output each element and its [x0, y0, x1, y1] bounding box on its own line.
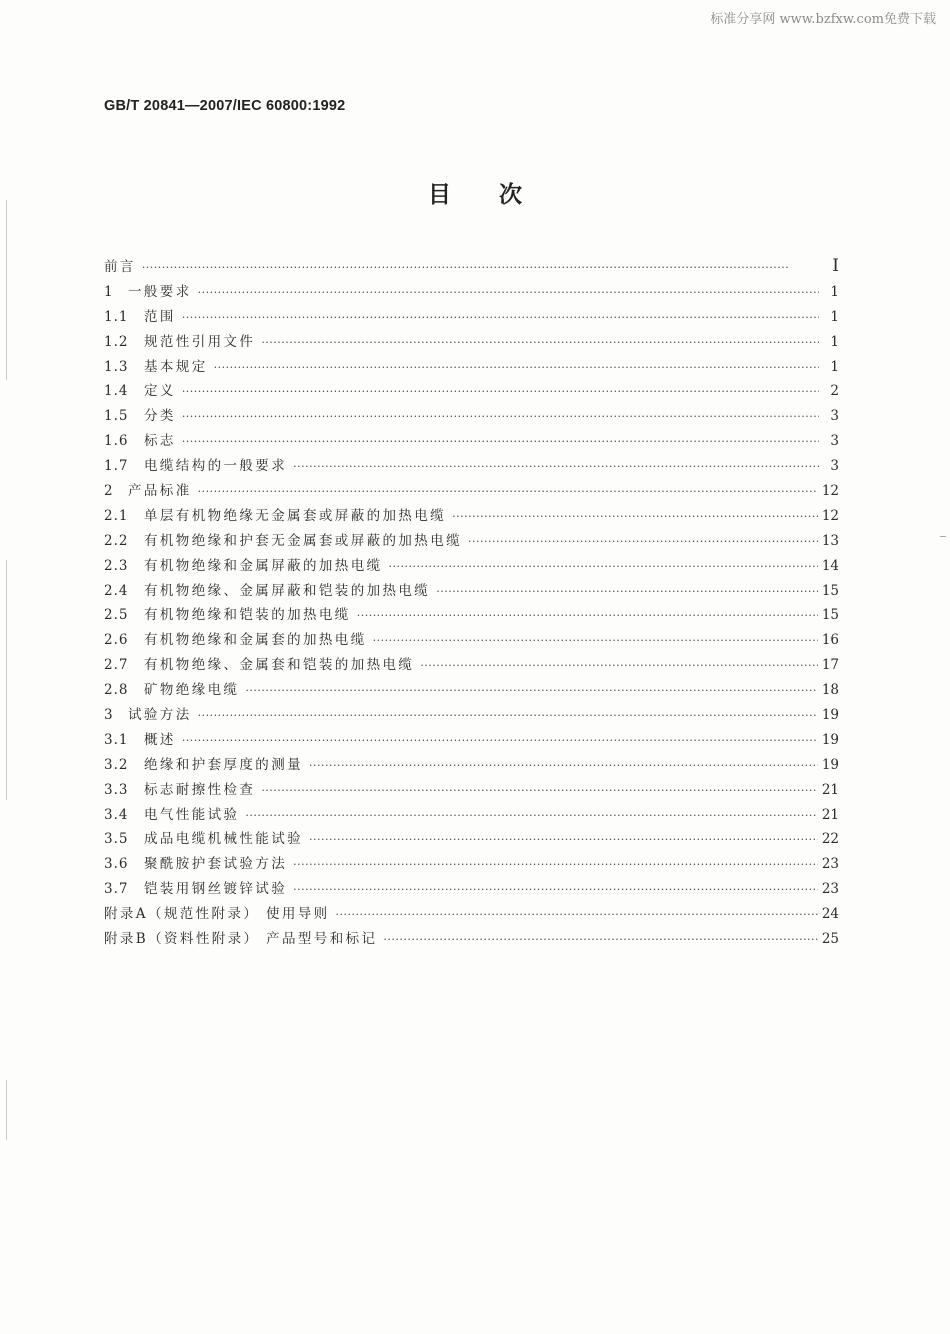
toc-entry-number: 2 [104, 483, 114, 500]
toc-entry-page: 1 [830, 283, 839, 300]
toc-entry-number: 1.3 [104, 358, 129, 375]
toc-dot-leader [182, 385, 819, 398]
toc-entry-title: 有机物绝缘和铠装的加热电缆 [144, 607, 351, 624]
toc-dot-leader [420, 659, 818, 672]
toc-entry-title: 铠装用钢丝镀锌试验 [144, 881, 288, 898]
toc-entry-page: 19 [821, 731, 839, 748]
toc-entry-page: 23 [821, 856, 839, 873]
toc-dot-leader [182, 410, 819, 423]
toc-entry-number: 2.4 [104, 582, 129, 599]
toc-entry-number: 2.6 [104, 632, 129, 649]
toc-entry [104, 603, 839, 628]
toc-dot-leader [452, 510, 818, 523]
toc-dot-leader [293, 858, 818, 871]
toc-entry-title: 前言 [104, 259, 136, 275]
toc-dot-leader [373, 634, 818, 647]
toc-dot-leader [389, 560, 818, 573]
toc-entry-page: 18 [821, 682, 839, 699]
toc-dot-leader [214, 361, 819, 374]
toc-entry-page: 3 [830, 458, 839, 475]
toc-entry [104, 454, 839, 479]
toc-entry-title: 电气性能试验 [144, 806, 240, 823]
toc-entry-title: 有机物绝缘和护套无金属套或屏蔽的加热电缆 [144, 532, 462, 549]
toc-entry-page: 12 [821, 507, 839, 524]
toc-entry-title: 矿物绝缘电缆 [144, 682, 240, 699]
watermark-text: 标准分享网 www.bzfxw.com免费下载 [710, 12, 936, 27]
toc-dot-leader [309, 833, 818, 846]
scan-edge-line [6, 560, 7, 800]
toc-entry [104, 927, 839, 952]
toc-dot-leader [198, 485, 818, 498]
toc-entry-title: 成品电缆机械性能试验 [144, 831, 303, 848]
toc-entry [104, 628, 839, 653]
toc-entry-number: 3.5 [104, 831, 129, 848]
toc-entry [104, 902, 839, 927]
toc-entry [104, 877, 839, 902]
toc-dot-leader [357, 609, 818, 622]
toc-entry-title: 产品标准 [128, 483, 192, 500]
toc-entry-number: 3.6 [104, 856, 129, 873]
toc-entry [104, 355, 839, 380]
toc-entry-page: 17 [821, 657, 839, 674]
scan-edge-line [6, 200, 7, 380]
toc-entry [104, 554, 839, 579]
toc-entry-number: 3.3 [104, 781, 129, 798]
toc-entry-title: 分类 [144, 408, 176, 425]
toc-dot-leader [198, 286, 819, 299]
toc-entry-number: 1.5 [104, 408, 129, 425]
toc-entry-number: 2.1 [104, 507, 129, 524]
page-title: 目次 [428, 182, 570, 208]
toc-dot-leader [336, 908, 818, 921]
toc-entry-page: 14 [821, 557, 839, 574]
toc-entry [104, 429, 839, 454]
toc-entry [104, 479, 839, 504]
toc-entry-title: 有机物绝缘和金属套的加热电缆 [144, 632, 367, 649]
toc-entry [104, 404, 839, 429]
toc-dot-leader [293, 883, 818, 896]
toc-entry [104, 379, 839, 404]
toc-entry [104, 827, 839, 852]
toc-entry [104, 579, 839, 604]
toc-dot-leader [436, 585, 818, 598]
toc-dot-leader [468, 535, 818, 548]
toc-entry-page: 1 [830, 358, 839, 375]
toc-entry-title: 定义 [144, 383, 176, 400]
toc-entry [104, 852, 839, 877]
toc-entry-page: 16 [821, 632, 839, 649]
toc-dot-leader [182, 311, 819, 324]
toc-entry [104, 504, 839, 529]
toc-dot-leader [293, 460, 819, 473]
toc-entry [104, 255, 839, 280]
toc-entry-page: 1 [830, 308, 839, 325]
toc-entry-page: 2 [830, 383, 839, 400]
toc-entry-page: 13 [821, 532, 839, 549]
toc-entry [104, 728, 839, 753]
toc-entry-number: 2.8 [104, 682, 129, 699]
toc-entry-title: 标志耐擦性检查 [144, 781, 256, 798]
toc-entry [104, 803, 839, 828]
toc-entry-page: 24 [821, 906, 839, 923]
toc-entry-page: 15 [821, 607, 839, 624]
toc-entry-title: 基本规定 [144, 358, 208, 375]
toc-entry-number: 3.2 [104, 756, 129, 773]
toc-entry-title: 标志 [144, 433, 176, 450]
toc-entry-page: 21 [821, 806, 839, 823]
toc-entry-number: 1 [104, 283, 114, 300]
toc-entry-number: 1.7 [104, 458, 129, 475]
toc-entry [104, 305, 839, 330]
toc-entry-title: 范围 [144, 308, 176, 325]
toc-entry-number: 3.7 [104, 881, 129, 898]
toc-entry-number: 3.4 [104, 806, 129, 823]
toc-entry-title: 有机物绝缘、金属屏蔽和铠装的加热电缆 [144, 582, 431, 599]
toc-dot-leader [261, 784, 818, 797]
toc-entry-page: 1 [830, 333, 839, 350]
toc-entry-title: 聚酰胺护套试验方法 [144, 856, 288, 873]
toc-dot-leader [198, 709, 818, 722]
scan-edge-line [6, 1080, 7, 1140]
toc-entry-number: 3.1 [104, 731, 129, 748]
toc-entry-title: 有机物绝缘和金属屏蔽的加热电缆 [144, 557, 383, 574]
toc-entry [104, 280, 839, 305]
toc-entry-number: 1.6 [104, 433, 129, 450]
toc-dot-leader [182, 734, 818, 747]
scan-mark [940, 536, 946, 537]
toc-dot-leader [261, 336, 819, 349]
toc-entry-number: 2.5 [104, 607, 129, 624]
toc-entry-title: 一般要求 [128, 283, 192, 300]
toc-entry-page: 3 [830, 433, 839, 450]
toc-entry-page: 21 [821, 781, 839, 798]
toc-entry [104, 753, 839, 778]
toc-entry-title: 试验方法 [128, 707, 192, 724]
toc-entry-page: 15 [821, 582, 839, 599]
toc-entry-title: 电缆结构的一般要求 [144, 458, 288, 475]
toc-dot-leader [142, 261, 819, 274]
toc-entry-number: 2.2 [104, 532, 129, 549]
toc-entry-page: 19 [821, 756, 839, 773]
toc-entry [104, 529, 839, 554]
standard-code: GB/T 20841—2007/IEC 60800:1992 [104, 98, 346, 114]
toc-entry-number: 1.2 [104, 333, 129, 350]
toc-entry-number: 2.3 [104, 557, 129, 574]
toc-entry-number: 2.7 [104, 657, 129, 674]
toc-dot-leader [383, 933, 817, 946]
toc-entry-title: 单层有机物绝缘无金属套或屏蔽的加热电缆 [144, 507, 447, 524]
toc-entry [104, 678, 839, 703]
toc-entry-number: 3 [104, 707, 114, 724]
toc-entry-title: 有机物绝缘、金属套和铠装的加热电缆 [144, 657, 415, 674]
toc-entry [104, 703, 839, 728]
toc-entry-title: 概述 [144, 731, 176, 748]
toc-entry-page: 22 [821, 831, 839, 848]
toc-dot-leader [309, 759, 818, 772]
toc-entry-page: 12 [821, 483, 839, 500]
toc-entry-title: 规范性引用文件 [144, 333, 256, 350]
toc-dot-leader [245, 809, 817, 822]
toc-entry-page: 19 [821, 707, 839, 724]
toc-entry-number: 1.4 [104, 383, 129, 400]
toc-entry [104, 330, 839, 355]
toc-entry-page: 25 [821, 931, 839, 948]
toc-entry-page: I [832, 256, 839, 276]
toc-entry-title: 附录A（规范性附录） 使用导则 [104, 906, 330, 923]
toc-dot-leader [182, 435, 819, 448]
toc-entry [104, 778, 839, 803]
toc-entry [104, 653, 839, 678]
toc-entry-page: 3 [830, 408, 839, 425]
toc-entry-page: 23 [821, 881, 839, 898]
toc-entry-title: 附录B（资料性附录） 产品型号和标记 [104, 931, 378, 948]
toc-entry-number: 1.1 [104, 308, 129, 325]
toc-entry-title: 绝缘和护套厚度的测量 [144, 756, 303, 773]
table-of-contents [104, 255, 839, 952]
toc-dot-leader [245, 684, 817, 697]
